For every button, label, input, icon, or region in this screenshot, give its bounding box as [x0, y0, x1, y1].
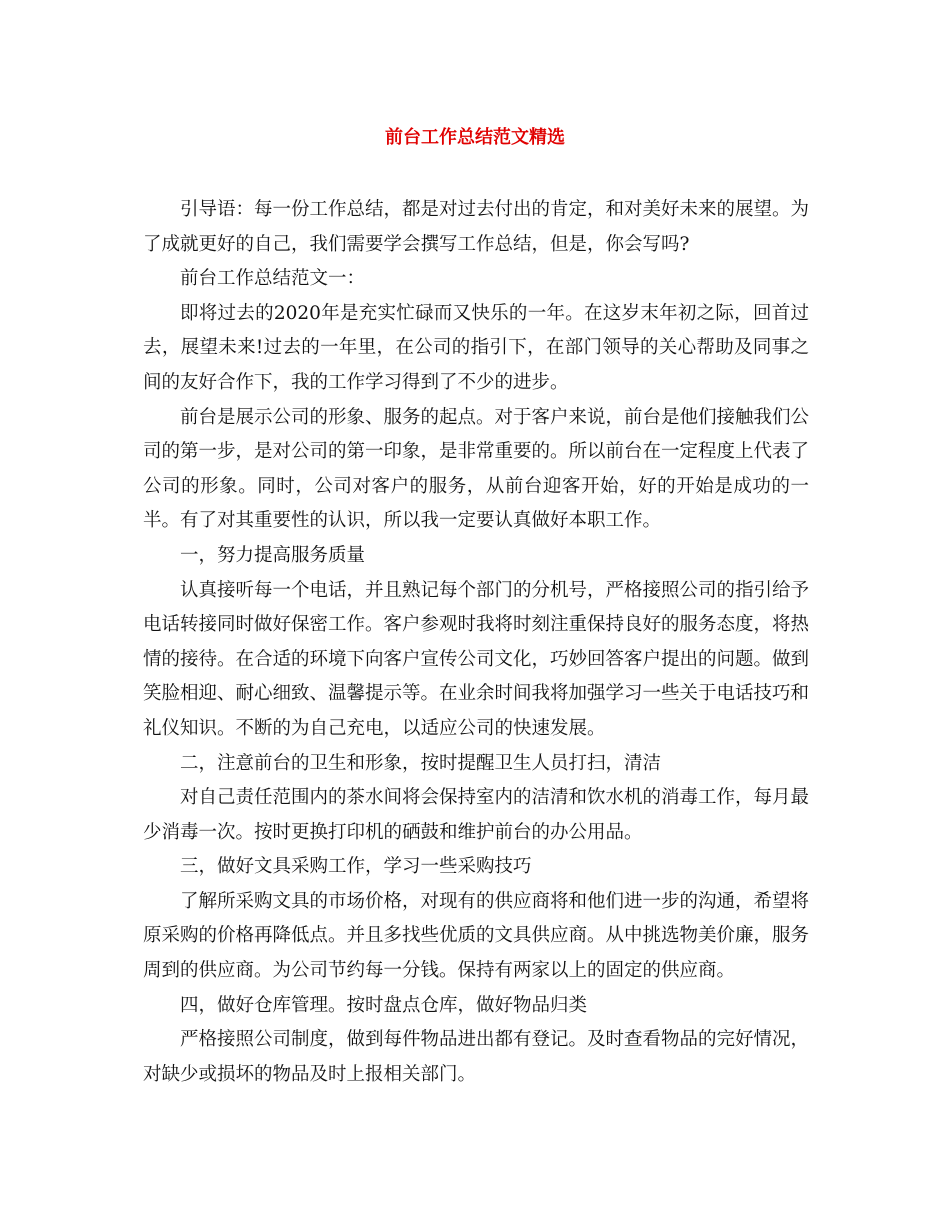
paragraph-warehouse: 严格接照公司制度，做到每件物品进出都有登记。及时查看物品的完好情况，对缺少或损坏的物品及时上报相关部门。	[143, 1029, 810, 1085]
paragraph-sample-heading: 前台工作总结范文一：	[180, 268, 366, 290]
document-title: 前台工作总结范文精选	[385, 127, 565, 148]
section-heading-warehouse: 四，做好仓库管理。按时盘点仓库，做好物品归类	[180, 994, 588, 1016]
paragraph-procurement: 了解所采购文具的市场价格，对现有的供应商将和他们进一步的沟通，希望将原采购的价格再降低点。并且多找些优质的文具供应商。从中挑选物美价廉，服务周到的供应商。为公司节约每一分钱。保持有两家以上的固定的供应商。	[143, 890, 810, 982]
document-body	[143, 193, 809, 1092]
paragraph-service-quality: 认真接听每一个电话，并且熟记每个部门的分机号，严格接照公司的指引给予电话转接同时做好保密工作。客户参观时我将时刻注重保持良好的服务态度，将热情的接待。在合适的环境下向客户宣传公司文化，巧妙回答客户提出的问题。做到笑脸相迎、耐心细致、温馨提示等。在业余时间我将加强学习一些关于电话技巧和礼仪知识。不断的为自己充电，以适应公司的快速发展。	[143, 579, 810, 739]
paragraph-year-review: 即将过去的2020年是充实忙碌而又快乐的一年。在这岁末年初之际，回首过去，展望未来!过去的一年里，在公司的指引下，在部门领导的关心帮助及同事之间的友好合作下，我的工作学习得到了不少的进步。	[143, 302, 809, 393]
section-heading-procurement: 三，做好文具采购工作，学习一些采购技巧	[180, 856, 532, 878]
section-heading-service-quality: 一，努力提高服务质量	[180, 544, 366, 566]
paragraph-intro: 引导语：每一份工作总结，都是对过去付出的肯定，和对美好未来的展望。为了成就更好的自己，我们需要学会撰写工作总结，但是，你会写吗?	[143, 199, 810, 255]
paragraph-hygiene: 对自己责任范围内的茶水间将会保持室内的洁清和饮水机的消毒工作，每月最少消毒一次。按时更换打印机的硒鼓和维护前台的办公用品。	[143, 787, 810, 843]
section-heading-hygiene: 二，注意前台的卫生和形象，按时提醒卫生人员打扫，清洁	[180, 752, 662, 774]
paragraph-front-desk-role: 前台是展示公司的形象、服务的起点。对于客户来说，前台是他们接触我们公司的第一步，是对公司的第一印象，是非常重要的。所以前台在一定程度上代表了公司的形象。同时，公司对客户的服务，从前台迎客开始，好的开始是成功的一半。有了对其重要性的认识，所以我一定要认真做好本职工作。	[143, 406, 810, 532]
